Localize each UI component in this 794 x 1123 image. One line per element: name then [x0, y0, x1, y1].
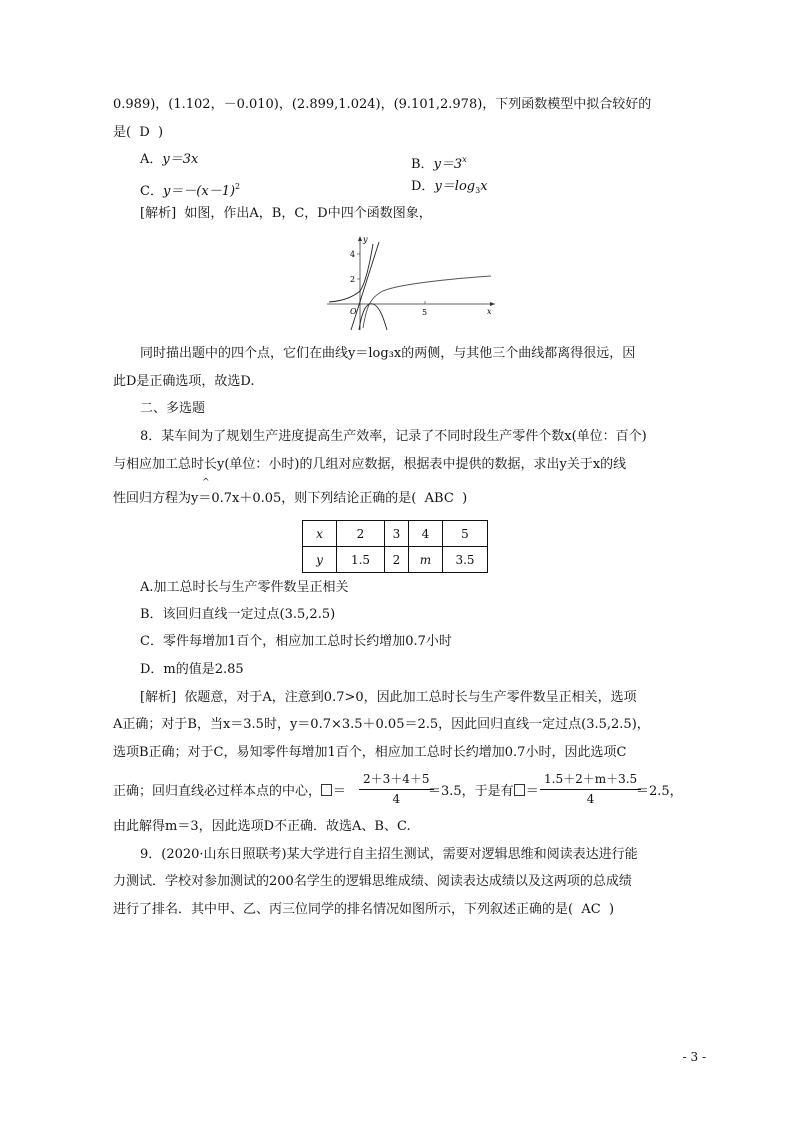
q8-analysis-line1: [140, 688, 637, 708]
table-cell: m: [409, 547, 443, 573]
q7-option-d-expr: y＝log: [434, 179, 476, 194]
q8-analysis-line2: A正确；对于B，当x＝3.5时，y＝0.7×3.5＋0.05＝2.5，因此回归直线一定过点(3.5,2.5)，: [113, 717, 650, 732]
q8-frac1-result: ＝3.5，于是有: [428, 784, 514, 799]
q7-option-d-base: 3: [475, 186, 481, 195]
fraction-mean-y: [540, 771, 641, 808]
table-cell: y: [303, 547, 337, 573]
q9-answer: AC: [581, 902, 601, 917]
q7-paren-open: 是(: [113, 125, 132, 140]
q7-answer: D: [139, 125, 150, 140]
q8-data-table: [302, 520, 488, 573]
table-row-x: [303, 521, 488, 547]
table-cell: 2: [337, 521, 385, 547]
fraction-denominator: 4: [392, 792, 401, 806]
q7-stem-line1: 0.989)，(1.102，－0.010)，(2.899,1.024)，(9.101,2.978)，下列函数模型中拟合较好的: [113, 97, 652, 112]
x-axis-arrow: [490, 302, 495, 306]
q9-paren-close: ): [608, 902, 615, 917]
q8-analysis-line4: 正确；回归直线必过样本点的中心， ＝: [113, 784, 347, 799]
graph-y-label: y: [363, 235, 368, 244]
q7-option-c: [140, 177, 240, 202]
q8-option-c: C．零件每增加1百个，相应加工总时长约增加0.7小时: [140, 634, 452, 649]
q7-option-a-expr: y＝3x: [162, 152, 199, 167]
q8-option-d: D．m的值是2.85: [140, 662, 244, 677]
table-cell: x: [303, 521, 337, 547]
q8-stem-line1: 8．某车间为了规划生产进度提高生产效率，记录了不同时段生产零件个数x(单位：百个): [140, 429, 647, 444]
q8-analysis-line5: 由此解得m＝3，因此选项D不正确．故选A、B、C.: [113, 819, 411, 834]
q7-analysis-text1: 如图，作出A，B，C，D中四个函数图象，: [184, 206, 432, 221]
q7-option-c-exponent: 2: [235, 182, 241, 191]
q8-answer: ABC: [424, 491, 454, 506]
graph-x-label: x: [487, 307, 492, 316]
q7-option-a-label: A．: [140, 152, 163, 167]
q7-option-a: [140, 150, 198, 170]
q7-analysis-line3: 此D是正确选项，故选D.: [113, 374, 255, 389]
q9-stem-line1: 9．(2020·山东日照联考)某大学进行自主招生测试，需要对逻辑思维和阅读表达进行能: [140, 847, 638, 862]
table-cell: 3.5: [443, 547, 488, 573]
q7-option-b-expr: y＝3: [433, 157, 463, 172]
y-axis-arrow: [358, 236, 362, 241]
q8-option-b: B．该回归直线一定过点(3.5,2.5): [140, 607, 336, 622]
page-number: - 3 -: [682, 1050, 706, 1064]
table-cell: 3: [385, 521, 409, 547]
q7-stem-line2: [113, 123, 163, 143]
q9-stem-line3-text: 进行了排名．其中甲、乙、丙三位同学的排名情况如图所示，下列叙述正确的是(: [113, 902, 574, 917]
q8-analysis-line4-mid: ＝3.5，于是有 ＝: [428, 784, 539, 799]
q9-stem-line3: [113, 900, 614, 920]
q7-option-d: [411, 177, 488, 201]
q8-stem-line3-text: 性回归方程为: [113, 491, 192, 506]
q7-option-c-label: C．: [140, 184, 163, 199]
graph-y-tick-label-2: 2: [350, 275, 356, 284]
analysis-tag: [解析]: [140, 690, 177, 705]
function-graph-figure: [323, 232, 501, 332]
q8-option-a: A.加工总时长与生产零件数呈正相关: [140, 580, 349, 595]
q7-option-b: [411, 150, 467, 175]
q8-analysis-line3: 选项B正确；对于C，易知零件每增加1百个，相应加工总时长约增加0.7小时，因此选项C: [113, 745, 627, 760]
table-cell: 1.5: [337, 547, 385, 573]
q8-analysis-text4: 正确；回归直线必过样本点的中心，: [113, 784, 322, 799]
q8-stem-line3: [113, 489, 467, 509]
q8-hat-symbol: ^: [202, 478, 210, 488]
fraction-numerator: 2＋3＋4＋5: [359, 771, 434, 790]
y-bar-symbol-icon: [514, 784, 525, 796]
section-heading-multi-choice: 二、多选题: [140, 401, 206, 416]
q7-option-d-label: D．: [411, 179, 435, 194]
q7-option-b-label: B．: [411, 157, 434, 172]
q7-analysis-line2: 同时描出题中的四个点，它们在曲线y＝log₃x的两侧，与其他三个曲线都离得很远，因: [140, 346, 636, 361]
q7-analysis-line1: [140, 204, 432, 224]
fraction-mean-x: [359, 771, 434, 808]
table-cell: 4: [409, 521, 443, 547]
table-cell: 2: [385, 547, 409, 573]
fraction-denominator: 4: [586, 792, 595, 806]
q8-analysis-text1: 依题意，对于A，注意到0.7>0，因此加工总时长与生产零件数呈正相关，选项: [184, 690, 637, 705]
q8-stem-line2: 与相应加工总时长y(单位：小时)的几组对应数据，根据表中提供的数据，求出y关于x的线: [113, 457, 627, 472]
curve-log3x: [363, 276, 491, 328]
graph-y-tick-label-4: 4: [350, 250, 356, 259]
analysis-tag: [解析]: [140, 206, 177, 221]
table-cell: 5: [443, 521, 488, 547]
x-bar-symbol-icon: [321, 784, 332, 796]
q7-paren-close: ): [158, 125, 164, 140]
q8-regression-equation: y＝0.7x＋0.05，则下列结论正确的是(: [191, 491, 417, 506]
graph-origin-label: O: [350, 307, 357, 316]
q7-option-b-exponent: x: [462, 155, 467, 164]
q8-frac2-result: ＝2.5，: [636, 784, 683, 799]
table-row-y: [303, 547, 488, 573]
q7-option-c-expr: y＝－(x－1): [162, 184, 236, 199]
q7-option-d-var: x: [480, 179, 488, 194]
fraction-numerator: 1.5＋2＋m＋3.5: [540, 771, 641, 790]
q9-stem-line2: 力测试．学校对参加测试的200名学生的逻辑思维成绩、阅读表达成绩以及这两项的总成绩: [113, 874, 632, 889]
graph-x-tick-label-5: 5: [422, 308, 428, 317]
q8-paren-close: ): [462, 491, 468, 506]
